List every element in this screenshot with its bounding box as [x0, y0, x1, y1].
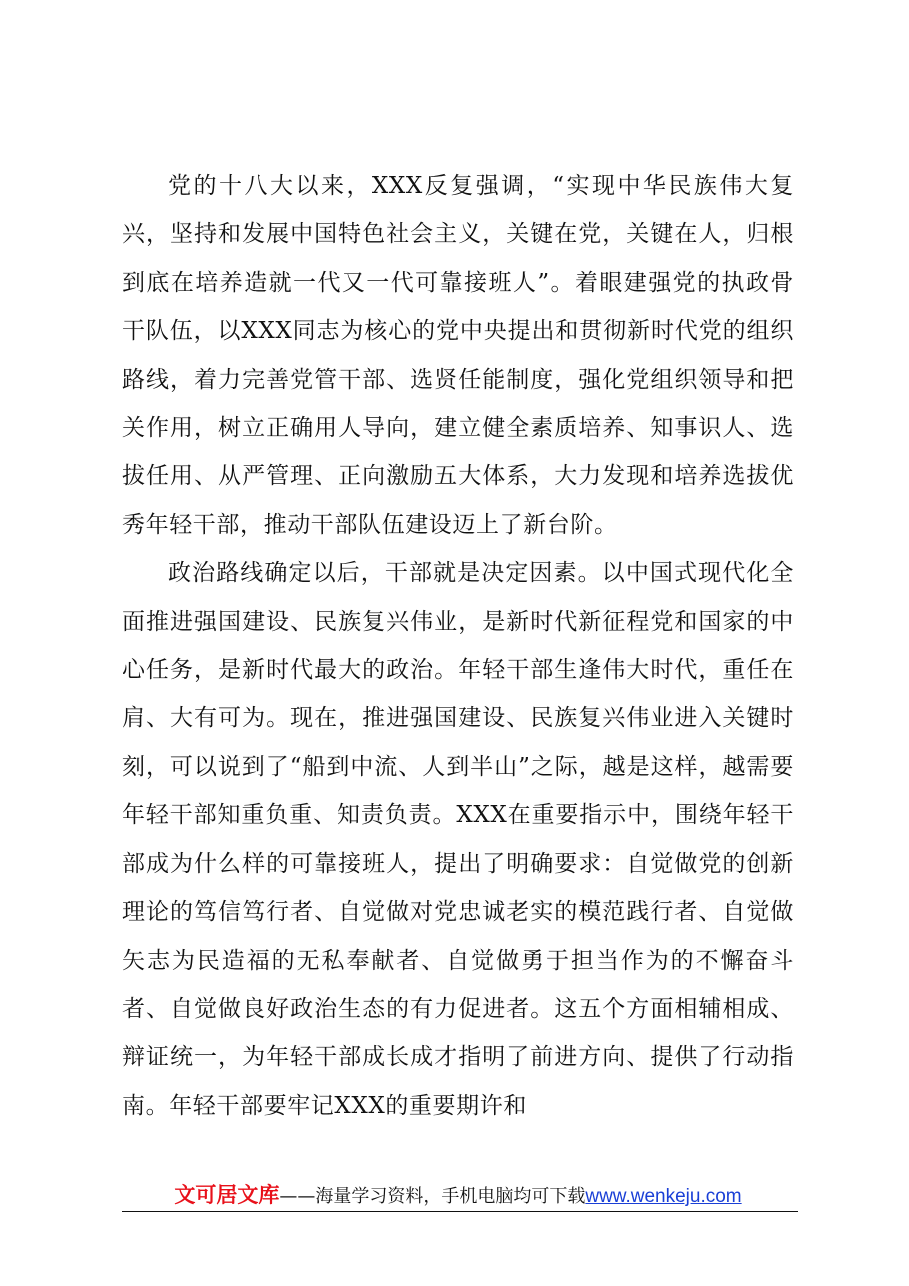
footer-divider	[122, 1211, 798, 1212]
footer-tagline: ——海量学习资料，手机电脑均可下载	[279, 1186, 586, 1207]
document-body	[122, 162, 794, 1130]
footer-banner	[122, 1181, 794, 1211]
paragraph-1: 党的十八大以来，XXX反复强调，“实现中华民族伟大复兴，坚持和发展中国特色社会主义，关键在党，关键在人，归根到底在培养造就一代又一代可靠接班人”。着眼建强党的执政骨干队伍，以XXX同志为核心的党中央提出和贯彻新时代党的组织路线，着力完善党管干部、选贤任能制度，强化党组织领导和把关作用，树立正确用人导向，建立健全素质培养、知事识人、选拔任用、从严管理、正向激励五大体系，大力发现和培养选拔优秀年轻干部，推动干部队伍建设迈上了新台阶。	[122, 173, 794, 538]
footer-brand: 文可居文库	[174, 1183, 280, 1207]
footer-link[interactable]: www.wenkeju.com	[585, 1186, 742, 1207]
paragraph-2: 政治路线确定以后，干部就是决定因素。以中国式现代化全面推进强国建设、民族复兴伟业，是新时代新征程党和国家的中心任务，是新时代最大的政治。年轻干部生逢伟大时代，重任在肩、大有可为。现在，推进强国建设、民族复兴伟业进入关键时刻，可以说到了“船到中流、人到半山”之际，越是这样，越需要年轻干部知重负重、知责负责。XXX在重要指示中，围绕年轻干部成为什么样的可靠接班人，提出了明确要求：自觉做党的创新理论的笃信笃行者、自觉做对党忠诚老实的模范践行者、自觉做矢志为民造福的无私奉献者、自觉做勇于担当作为的不懈奋斗者、自觉做良好政治生态的有力促进者。这五个方面相辅相成、辩证统一，为年轻干部成长成才指明了前进方向、提供了行动指南。年轻干部要牢记XXX的重要期许和	[122, 560, 794, 1119]
